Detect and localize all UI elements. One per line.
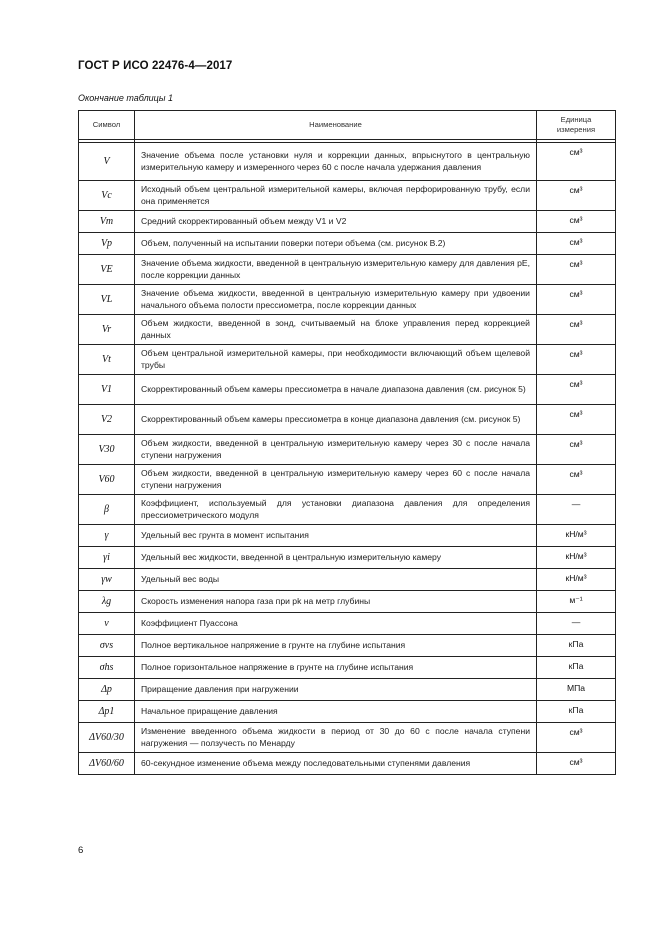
- row-symbol: σhs: [79, 657, 135, 679]
- row-symbol: VE: [79, 255, 135, 285]
- row-symbol: Vr: [79, 315, 135, 345]
- row-name: Объем жидкости, введенной в центральную измерительную камеру через 30 с после начала ступени нагружения: [135, 435, 537, 465]
- row-name: Скорректированный объем камеры прессиометра в начале диапазона давления (см. рисунок 5): [135, 375, 537, 405]
- row-unit: кН/м³: [537, 525, 616, 547]
- row-symbol: Vc: [79, 181, 135, 211]
- row-name: Средний скорректированный объем между V1 и V2: [135, 211, 537, 233]
- row-name: Удельный вес воды: [135, 569, 537, 591]
- row-symbol: λg: [79, 591, 135, 613]
- row-unit: —: [537, 613, 616, 635]
- row-symbol: V: [79, 143, 135, 181]
- row-unit: см³: [537, 465, 616, 495]
- table-row: [79, 435, 616, 465]
- table-row: [79, 701, 616, 723]
- row-symbol: Vt: [79, 345, 135, 375]
- row-unit: кН/м³: [537, 547, 616, 569]
- row-name: Начальное приращение давления: [135, 701, 537, 723]
- row-unit: кПа: [537, 657, 616, 679]
- row-name: Объем жидкости, введенной в зонд, считываемый на блоке управления перед коррекцией данных: [135, 315, 537, 345]
- row-symbol: σvs: [79, 635, 135, 657]
- row-symbol: V1: [79, 375, 135, 405]
- row-symbol: ν: [79, 613, 135, 635]
- row-unit: см³: [537, 285, 616, 315]
- row-name: Приращение давления при нагружении: [135, 679, 537, 701]
- document-title: ГОСТ Р ИСО 22476-4—2017: [78, 60, 233, 72]
- table-row: [79, 591, 616, 613]
- row-name: Коэффициент, используемый для установки диапазона давления для определения прессиометрического модуля: [135, 495, 537, 525]
- row-name: Исходный объем центральной измерительной камеры, включая перфорированную трубу, если она применяется: [135, 181, 537, 211]
- row-unit: см³: [537, 315, 616, 345]
- row-name: Значение объема после установки нуля и коррекции данных, впрыснутого в центральную измерительную камеру и измеренного через 60 с после начала удержания давления: [135, 143, 537, 181]
- row-symbol: Δp1: [79, 701, 135, 723]
- row-unit: см³: [537, 753, 616, 775]
- table-row: [79, 723, 616, 753]
- row-name: Объем жидкости, введенной в центральную измерительную камеру через 60 с после начала ступени нагружения: [135, 465, 537, 495]
- row-name: Скорость изменения напора газа при pk на метр глубины: [135, 591, 537, 613]
- table-body: [79, 143, 616, 775]
- row-name: Коэффициент Пуассона: [135, 613, 537, 635]
- row-unit: см³: [537, 435, 616, 465]
- row-unit: см³: [537, 345, 616, 375]
- table-row: [79, 181, 616, 211]
- table-row: [79, 679, 616, 701]
- row-symbol: Δp: [79, 679, 135, 701]
- table-row: [79, 495, 616, 525]
- row-name: Скорректированный объем камеры прессиометра в конце диапазона давления (см. рисунок 5): [135, 405, 537, 435]
- row-name: 60-секундное изменение объема между последовательными ступенями давления: [135, 753, 537, 775]
- row-name: Полное вертикальное напряжение в грунте на глубине испытания: [135, 635, 537, 657]
- table-row: [79, 255, 616, 285]
- row-unit: см³: [537, 255, 616, 285]
- row-symbol: V30: [79, 435, 135, 465]
- row-symbol: γw: [79, 569, 135, 591]
- row-name: Значение объема жидкости, введенной в центральную измерительную камеру при удвоении начального объема полости прессиометра, после коррекции данных: [135, 285, 537, 315]
- table-header-row: [79, 111, 616, 140]
- row-unit: кПа: [537, 701, 616, 723]
- table-row: [79, 753, 616, 775]
- row-symbol: ΔV60/30: [79, 723, 135, 753]
- row-unit: м⁻¹: [537, 591, 616, 613]
- row-unit: МПа: [537, 679, 616, 701]
- table-row: [79, 345, 616, 375]
- row-symbol: β: [79, 495, 135, 525]
- row-name: Изменение введенного объема жидкости в период от 30 до 60 с после начала ступени нагружения — ползучесть по Менарду: [135, 723, 537, 753]
- table-row: [79, 465, 616, 495]
- table-row: [79, 211, 616, 233]
- table-row: [79, 547, 616, 569]
- row-unit: см³: [537, 405, 616, 435]
- row-symbol: γi: [79, 547, 135, 569]
- header-unit: Единица измерения: [537, 111, 616, 140]
- row-unit: кПа: [537, 635, 616, 657]
- table-row: [79, 635, 616, 657]
- table-row: [79, 569, 616, 591]
- table-row: [79, 285, 616, 315]
- row-symbol: V2: [79, 405, 135, 435]
- row-symbol: ΔV60/60: [79, 753, 135, 775]
- row-symbol: γ: [79, 525, 135, 547]
- table-row: [79, 315, 616, 345]
- row-symbol: Vp: [79, 233, 135, 255]
- table-row: [79, 405, 616, 435]
- row-unit: см³: [537, 723, 616, 753]
- row-symbol: V60: [79, 465, 135, 495]
- table-row: [79, 657, 616, 679]
- row-unit: см³: [537, 375, 616, 405]
- table-row: [79, 143, 616, 181]
- row-name: Удельный вес грунта в момент испытания: [135, 525, 537, 547]
- row-name: Объем, полученный на испытании поверки потери объема (см. рисунок В.2): [135, 233, 537, 255]
- table-caption: Окончание таблицы 1: [78, 93, 173, 103]
- row-name: Значение объема жидкости, введенной в центральную измерительную камеру для давления pE, после коррекции данных: [135, 255, 537, 285]
- row-symbol: VL: [79, 285, 135, 315]
- table-row: [79, 525, 616, 547]
- row-name: Полное горизонтальное напряжение в грунте на глубине испытания: [135, 657, 537, 679]
- header-symbol: Символ: [79, 111, 135, 140]
- row-unit: кН/м³: [537, 569, 616, 591]
- symbols-table: [78, 110, 616, 775]
- header-name: Наименование: [135, 111, 537, 140]
- table-row: [79, 233, 616, 255]
- row-unit: см³: [537, 143, 616, 181]
- row-unit: см³: [537, 211, 616, 233]
- table-row: [79, 613, 616, 635]
- row-unit: см³: [537, 181, 616, 211]
- row-unit: —: [537, 495, 616, 525]
- row-symbol: Vm: [79, 211, 135, 233]
- table-row: [79, 375, 616, 405]
- row-unit: см³: [537, 233, 616, 255]
- page-number: 6: [78, 845, 84, 856]
- row-name: Удельный вес жидкости, введенной в центральную измерительную камеру: [135, 547, 537, 569]
- row-name: Объем центральной измерительной камеры, при необходимости включающий объем щелевой трубы: [135, 345, 537, 375]
